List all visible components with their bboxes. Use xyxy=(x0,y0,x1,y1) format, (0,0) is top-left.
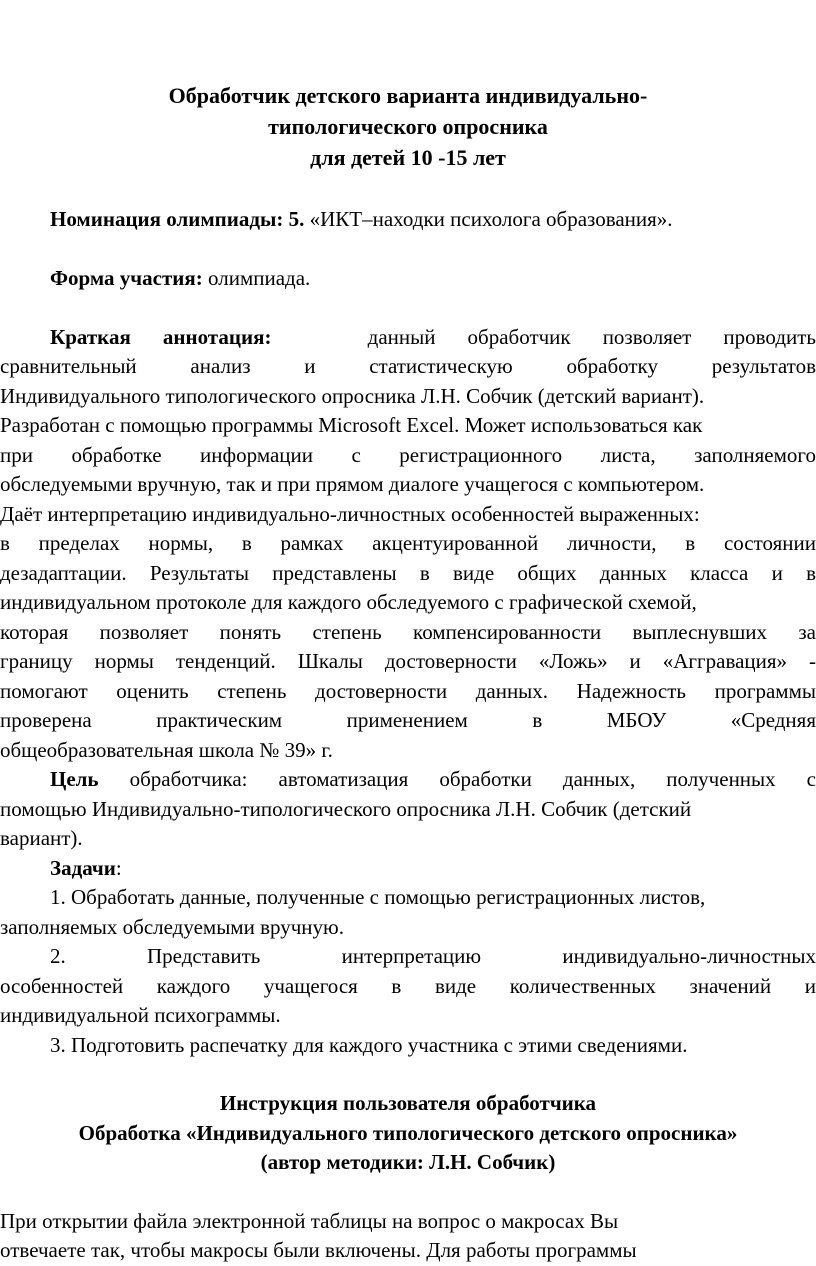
annotation-line-9: дезадаптации. Результаты представлены в виде общих данных класса и в xyxy=(0,561,816,585)
annotation-line-15: общеобразовательная школа № 39» г. xyxy=(0,738,333,762)
form-value: олимпиада. xyxy=(202,266,311,290)
task-2-line-3: индивидуальной психограммы. xyxy=(0,1003,281,1027)
annotation-line-12: границу нормы тенденций. Шкалы достоверности «Ложь» и «Аггравация» - xyxy=(0,649,816,673)
annotation-line-2: сравнительный анализ и статистическую обработку результатов xyxy=(0,354,816,378)
annotation-line-5: при обработке информации с регистрационного листа, заполняемого xyxy=(0,443,816,467)
closing-line-1: При открытии файла электронной таблицы на вопрос о макросах Вы xyxy=(0,1209,619,1233)
form-line xyxy=(50,264,810,294)
goal-line-1: Цель обработчика: автоматизация обработки данных, полученных с xyxy=(50,767,816,791)
title-line-3: для детей 10 -15 лет xyxy=(310,145,506,170)
task-2-line-2: особенностей каждого учащегося в виде количественных значений и xyxy=(0,974,816,998)
closing-line-2: отвечаете так, чтобы макросы были включены. Для работы программы xyxy=(0,1238,637,1262)
title-line-1: Обработчик детского варианта индивидуально- xyxy=(168,83,648,108)
goal-line-2: помощью Индивидуально-типологического опросника Л.Н. Собчик (детский xyxy=(0,797,692,821)
tasks-heading: Задачи: xyxy=(50,856,122,880)
nomination-line xyxy=(50,205,810,235)
annotation-line-7: Даёт интерпретацию индивидуально-личностных особенностей выраженных: xyxy=(0,502,700,526)
task-2-line-1: 2. Представить интерпретацию индивидуально-личностных xyxy=(50,944,816,968)
nomination-label: Номинация олимпиады: 5. xyxy=(50,207,305,231)
annotation-line-8: в пределах нормы, в рамках акцентуированной личности, в состоянии xyxy=(0,531,816,555)
annotation-line-13: помогают оценить степень достоверности данных. Надежность программы xyxy=(0,679,816,703)
tasks-label: Задачи xyxy=(50,856,116,880)
document-title xyxy=(0,80,816,173)
title-line-2: типологического опросника xyxy=(268,114,548,139)
annotation-line-1: Краткая аннотация: данный обработчик позволяет проводить xyxy=(50,325,816,349)
form-label: Форма участия: xyxy=(50,266,203,290)
task-3-line-1: 3. Подготовить распечатку для каждого участника с этими сведениями. xyxy=(50,1033,688,1057)
instruction-heading-2: Обработка «Индивидуального типологического детского опросника» xyxy=(78,1121,738,1145)
annotation-line-3: Индивидуального типологического опросника Л.Н. Собчик (детский вариант). xyxy=(0,384,705,408)
task-1-line-2: заполняемых обследуемыми вручную. xyxy=(0,915,344,939)
annotation-line-6: обследуемыми вручную, так и при прямом диалоге учащегося с компьютером. xyxy=(0,472,705,496)
task-1-line-1: 1. Обработать данные, полученные с помощью регистрационных листов, xyxy=(50,885,706,909)
nomination-value: «ИКТ–находки психолога образования». xyxy=(304,207,673,231)
annotation-line-4: Разработан с помощью программы Microsoft Excel. Может использоваться как xyxy=(0,413,703,437)
annotation-line-11: которая позволяет понять степень компенсированности выплеснувших за xyxy=(0,620,816,644)
instruction-heading-1: Инструкция пользователя обработчика xyxy=(219,1091,597,1115)
annotation-label: Краткая аннотация: xyxy=(50,325,272,349)
goal-label: Цель xyxy=(50,767,99,791)
instruction-heading-3: (автор методики: Л.Н. Собчик) xyxy=(260,1150,556,1174)
annotation-line-14: проверена практическим применением в МБОУ «Средняя xyxy=(0,708,816,732)
goal-line-3: вариант). xyxy=(0,826,83,850)
annotation-line-10: индивидуальном протоколе для каждого обследуемого с графической схемой, xyxy=(0,590,697,614)
